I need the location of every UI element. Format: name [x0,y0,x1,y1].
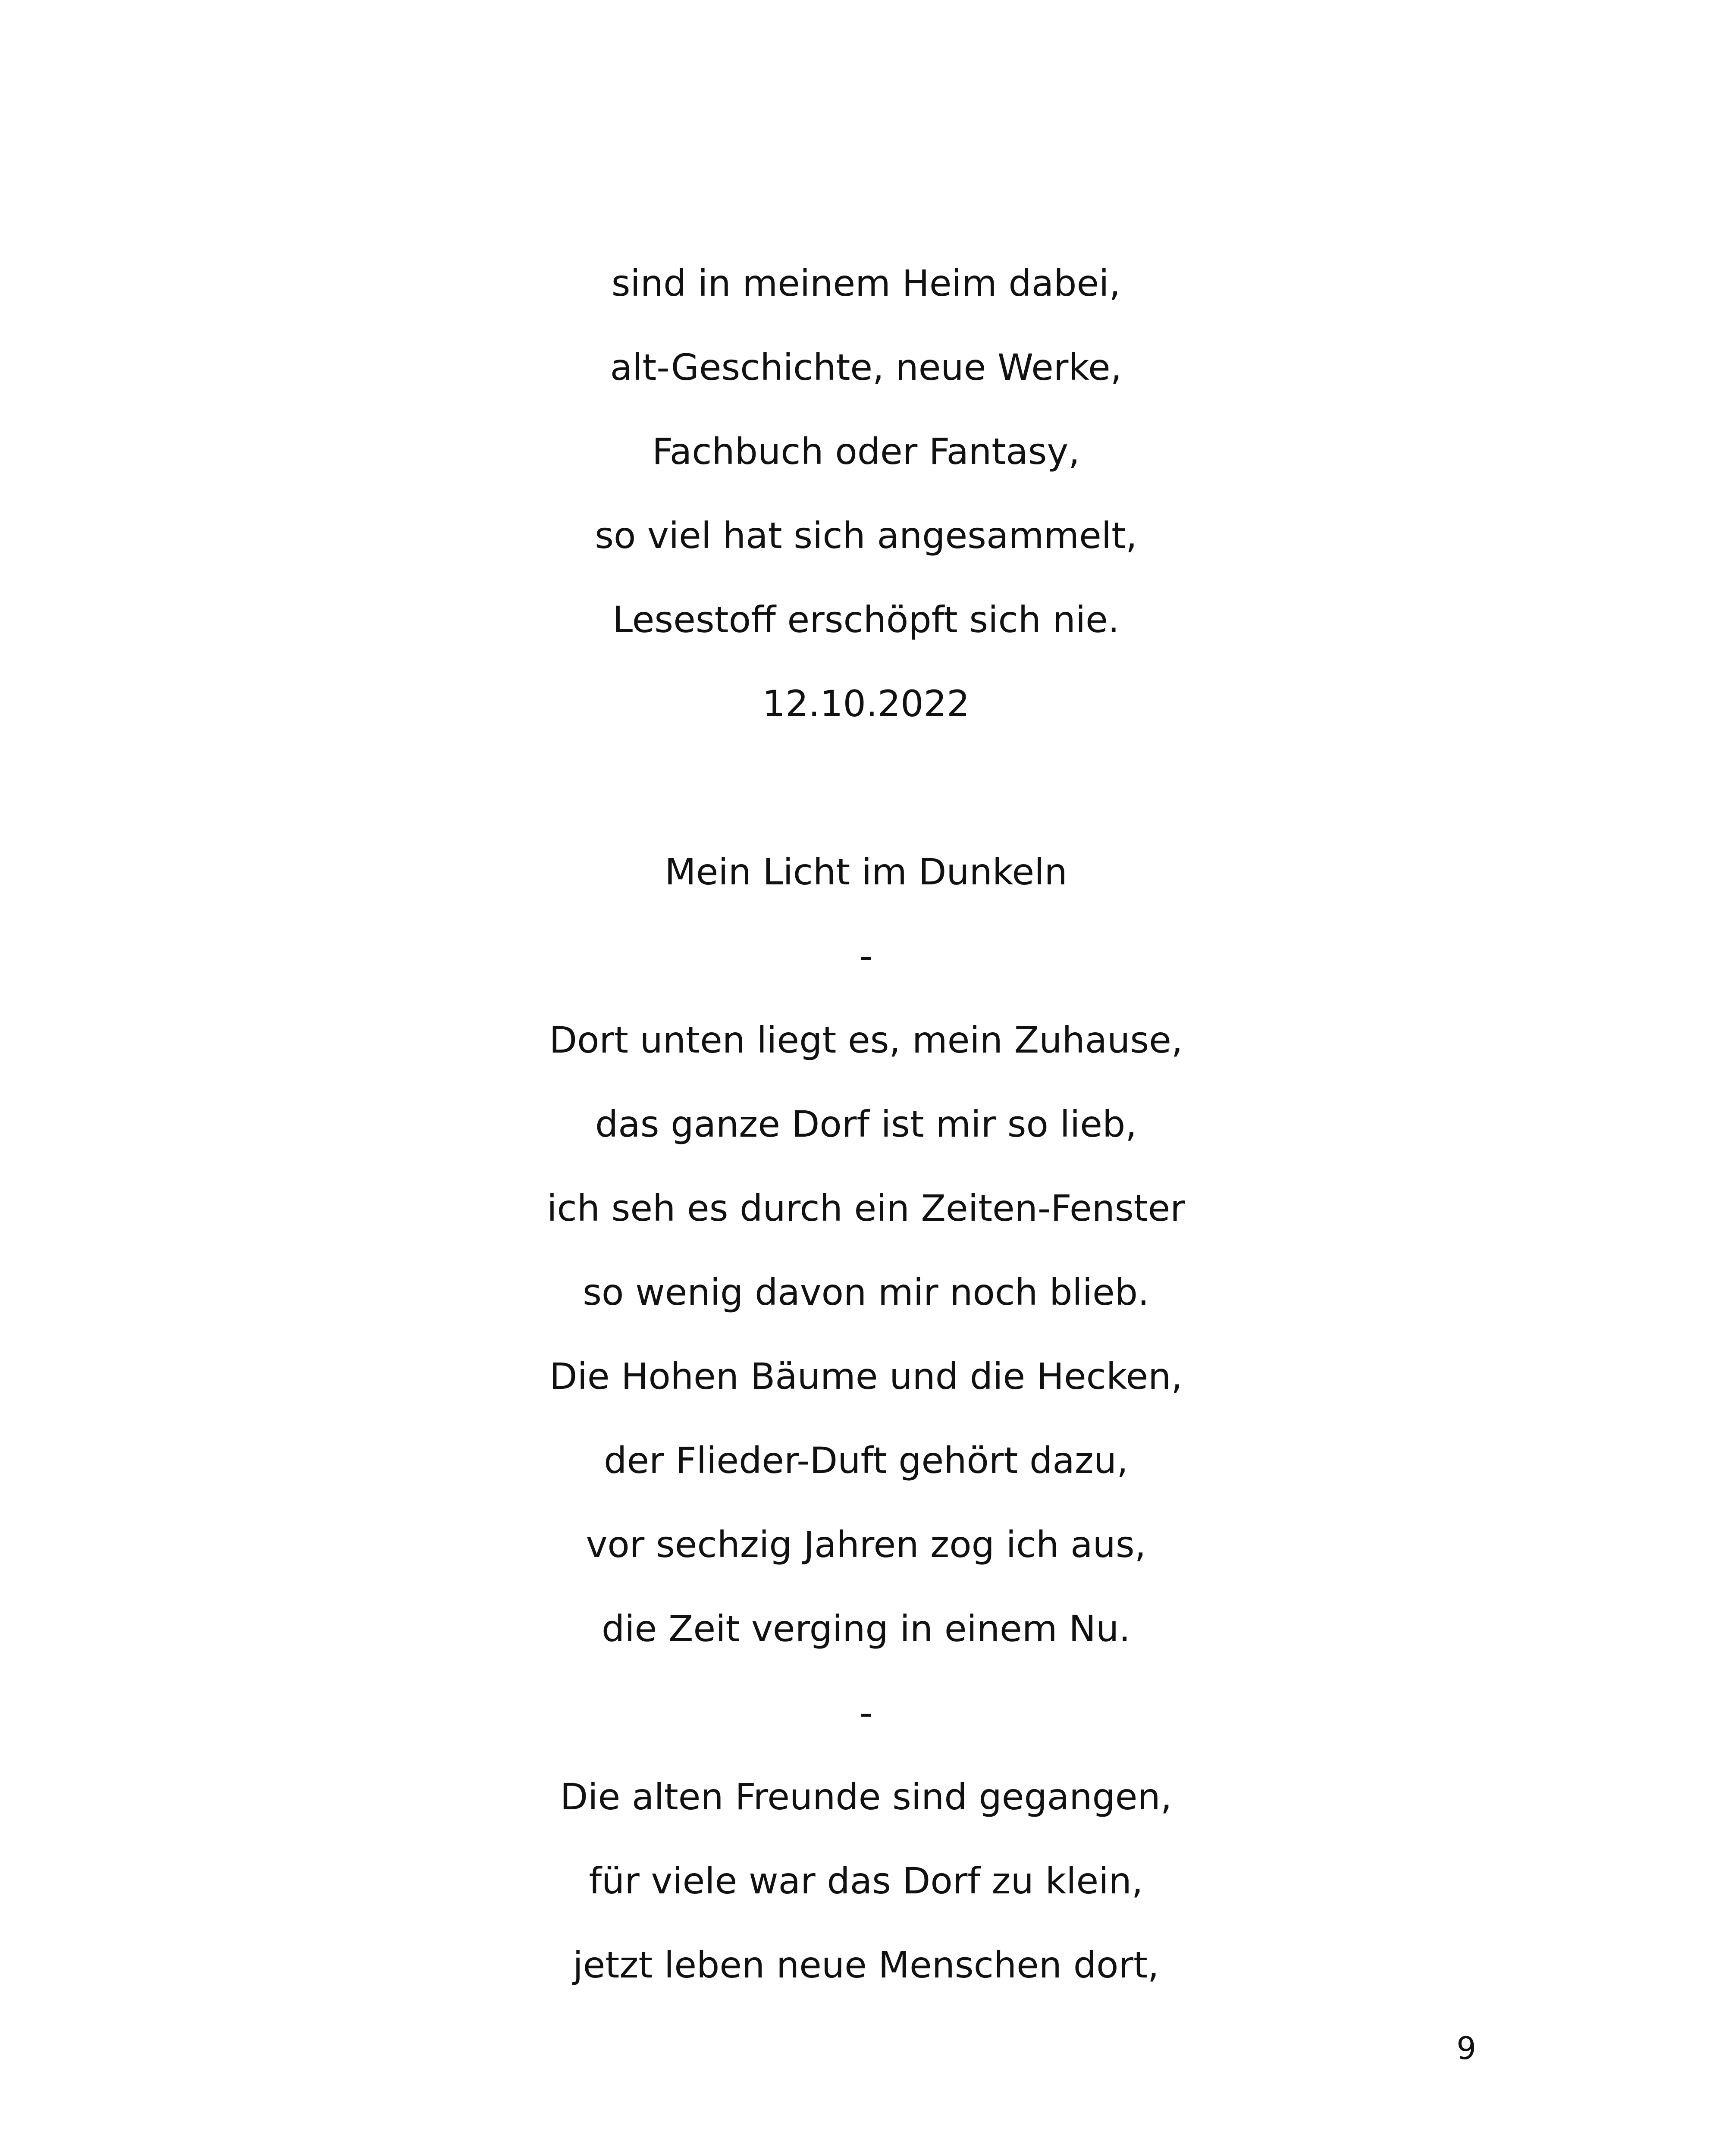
poem-line: so viel hat sich angesammelt, [595,514,1137,557]
poem-line: die Zeit verging in einem Nu. [601,1608,1131,1650]
poem-line: vor sechzig Jahren zog ich aus, [586,1523,1146,1566]
poem-line: der Flieder-Duft gehört dazu, [604,1439,1128,1482]
poem-line: für viele war das Dorf zu klein, [589,1860,1143,1902]
poem-line: alt-Geschichte, neue Werke, [610,346,1122,389]
previous-poem-ending [0,241,1732,746]
poem-title: Mein Licht im Dunkeln [665,851,1067,893]
poem-line: Lesestoff erschöpft sich nie. [612,599,1120,641]
poem-line: Fachbuch oder Fantasy, [652,430,1080,473]
page-number: 9 [1456,2030,1476,2066]
stanza-separator: - [859,935,873,977]
poem-line: Dort unten liegt es, mein Zuhause, [549,1019,1183,1061]
poem-line: sind in meinem Heim dabei, [611,262,1121,304]
poem-line: Die alten Freunde sind gegangen, [560,1776,1172,1818]
poem-date: 12.10.2022 [762,683,970,725]
poem-line: jetzt leben neue Menschen dort, [573,1944,1159,1986]
poem-line: das ganze Dorf ist mir so lieb, [595,1103,1137,1145]
stanza-separator: - [859,1692,873,1734]
poem-line: Die Hohen Bäume und die Hecken, [549,1355,1183,1398]
poem [0,830,1732,2007]
poem-line: ich seh es durch ein Zeiten-Fenster [547,1187,1185,1229]
poem-line: so wenig davon mir noch blieb. [583,1271,1149,1313]
